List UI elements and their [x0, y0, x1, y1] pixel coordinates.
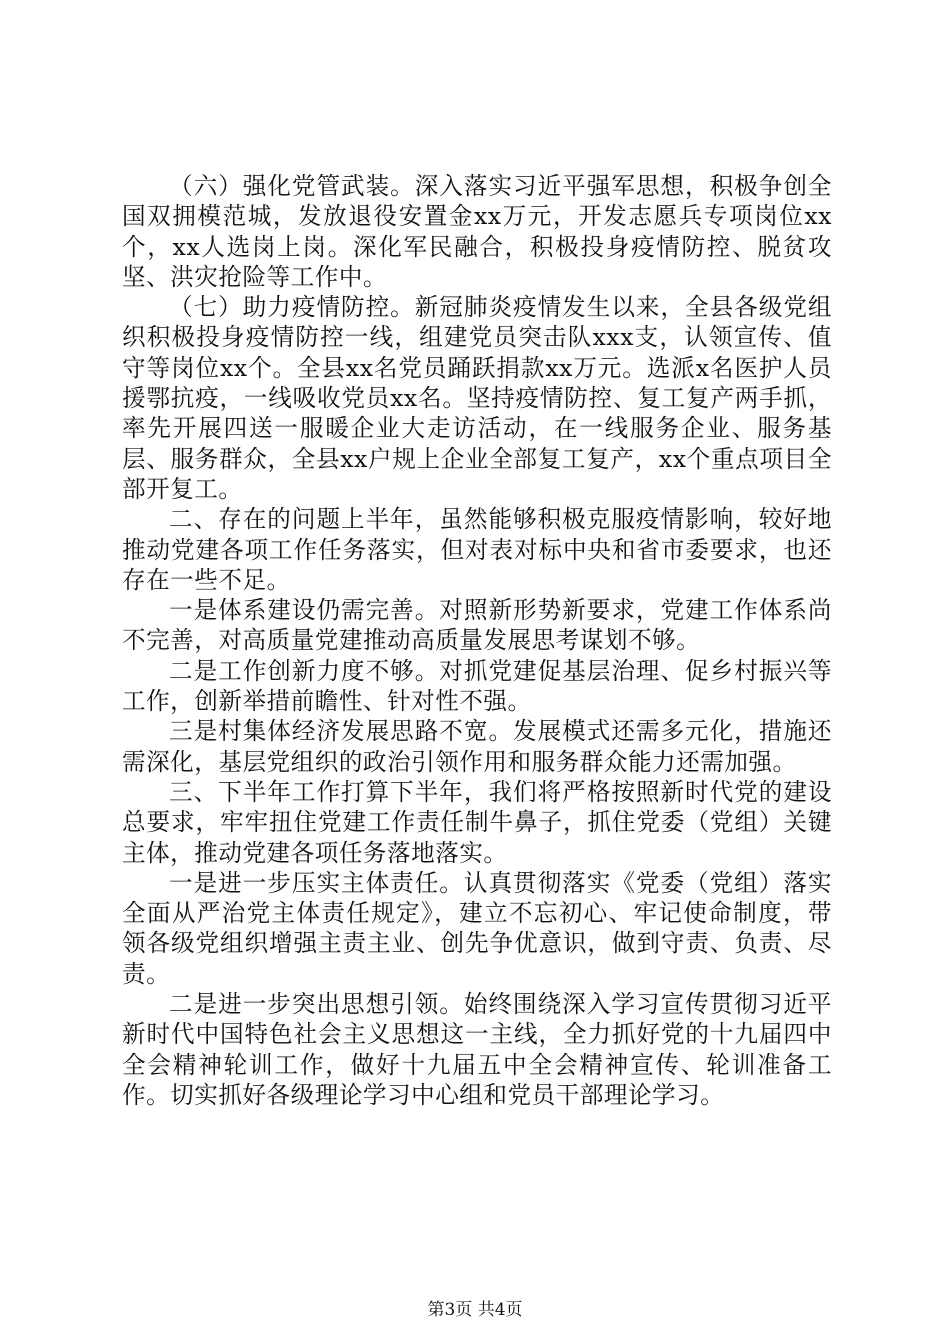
paragraph-strengthen-armed-forces: （六）强化党管武装。深入落实习近平强军思想，积极争创全国双拥模范城，发放退役安置金xx万元，开发志愿兵专项岗位xx个，xx人选岗上岗。深化军民融合，积极投身疫情防控、脱贫攻坚、洪灾抢险等工作中。: [122, 172, 832, 291]
paragraph-existing-problems: 二、存在的问题上半年，虽然能够积极克服疫情影响，较好地推动党建各项工作任务落实，但对表对标中央和省市委要求，也还存在一些不足。: [122, 505, 832, 594]
paragraph-system-building: 一是体系建设仍需完善。对照新形势新要求，党建工作体系尚不完善，对高质量党建推动高质量发展思考谋划不够。: [122, 596, 832, 655]
paragraph-epidemic-control: （七）助力疫情防控。新冠肺炎疫情发生以来，全县各级党组织积极投身疫情防控一线，组建党员突击队xxx支，认领宣传、值守等岗位xx个。全县xx名党员踊跃捐款xx万元。选派x名医护人员援鄂抗疫，一线吸收党员xx名。坚持疫情防控、复工复产两手抓，率先开展四送一服暖企业大走访活动，在一线服务企业、服务基层、服务群众，全县xx户规上企业全部复工复产，xx个重点项目全部开复工。: [122, 293, 832, 503]
paragraph-collective-economy: 三是村集体经济发展思路不宽。发展模式还需多元化，措施还需深化，基层党组织的政治引领作用和服务群众能力还需加强。: [122, 717, 832, 776]
paragraph-second-half-plan: 三、下半年工作打算下半年，我们将严格按照新时代党的建设总要求，牢牢扭住党建工作责任制牛鼻子，抓住党委（党组）关键主体，推动党建各项任务落地落实。: [122, 777, 832, 867]
paragraph-ideological-guidance: 二是进一步突出思想引领。始终围绕深入学习宣传贯彻习近平新时代中国特色社会主义思想这一主线，全力抓好党的十九届四中全会精神轮训工作，做好十九届五中全会精神宣传、轮训准备工作。切实抓好各级理论学习中心组和党员干部理论学习。: [122, 990, 832, 1109]
body-text: [122, 171, 832, 1110]
paragraph-innovation: 二是工作创新力度不够。对抓党建促基层治理、促乡村振兴等工作，创新举措前瞻性、针对性不强。: [122, 656, 832, 716]
paragraph-main-responsibility: 一是进一步压实主体责任。认真贯彻落实《党委（党组）落实全面从严治党主体责任规定》，建立不忘初心、牢记使命制度，带领各级党组织增强主责主业、创先争优意识，做到守责、负责、尽责。: [122, 868, 832, 988]
page-number-footer: 第3页 共4页: [427, 1300, 523, 1320]
